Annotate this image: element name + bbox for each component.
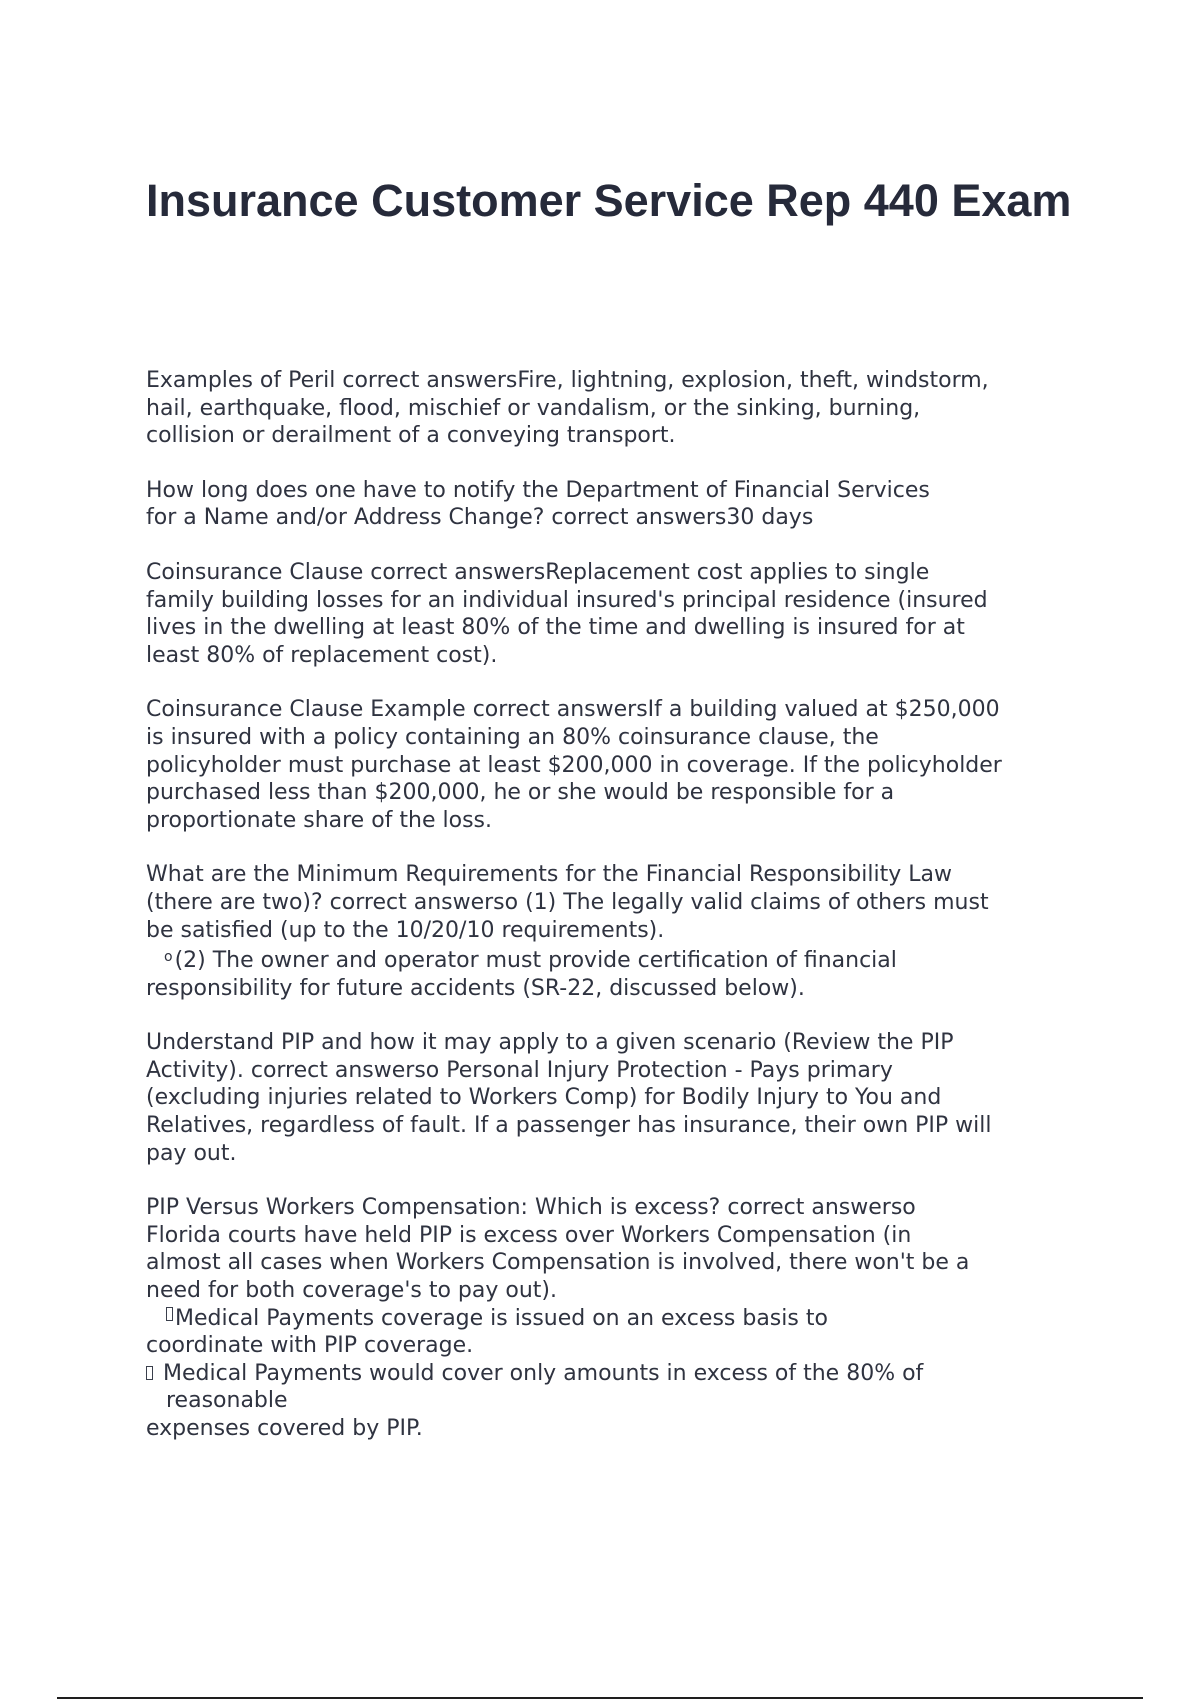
- text-line: family building losses for an individual insured's principal residence (insured: [146, 587, 988, 613]
- text-line: Coinsurance Clause correct answersReplacement cost applies to single: [146, 559, 930, 585]
- missing-glyph-icon: [166, 1307, 173, 1321]
- text-line: purchased less than $200,000, he or she would be responsible for a: [146, 780, 895, 806]
- text-line: Examples of Peril correct answersFire, lightning, explosion, theft, windstorm,: [146, 368, 989, 393]
- text-line: need for both coverage's to pay out).: [146, 1278, 557, 1304]
- text-line: (there are two)? correct answerso (1) The legally valid claims of others must: [146, 889, 989, 915]
- text-line: for a Name and/or Address Change? correct answers30 days: [146, 505, 814, 531]
- qa-list: [146, 367, 1096, 1470]
- missing-glyph-icon: [146, 1366, 153, 1380]
- text-line: collision or derailment of a conveying transport.: [146, 423, 676, 449]
- text-line: [146, 1360, 1096, 1388]
- qa-entry-pip-scenario: [146, 1029, 1096, 1167]
- text-line: Coinsurance Clause Example correct answersIf a building valued at $250,000: [146, 697, 1000, 723]
- qa-entry-coinsurance-example: [146, 696, 1096, 834]
- text-line: least 80% of replacement cost).: [146, 642, 498, 668]
- text-line: be satisfied (up to the 10/20/10 requirements).: [146, 917, 665, 943]
- footer-divider: [57, 1697, 1143, 1699]
- text-line: What are the Minimum Requirements for the Financial Responsibility Law: [146, 862, 952, 888]
- text-line: PIP Versus Workers Compensation: Which is excess? correct answerso: [146, 1195, 916, 1221]
- text-line: responsibility for future accidents (SR-22, discussed below).: [146, 975, 805, 1001]
- bullet-glyph: o: [164, 949, 173, 966]
- text-line-content: Medical Payments would cover only amounts in excess of the 80% of: [163, 1360, 924, 1386]
- text-line: hail, earthquake, flood, mischief or vandalism, or the sinking, burning,: [146, 395, 921, 421]
- text-line: almost all cases when Workers Compensation is involved, there won't be a: [146, 1250, 970, 1276]
- text-line: expenses covered by PIP.: [146, 1416, 423, 1441]
- qa-entry-pip-vs-workers-comp: [146, 1194, 1096, 1442]
- qa-entry-address-change: [146, 477, 1096, 532]
- text-line: proportionate share of the loss.: [146, 807, 492, 833]
- text-line: Relatives, regardless of fault. If a passenger has insurance, their own PIP will: [146, 1113, 992, 1139]
- text-line: Florida courts have held PIP is excess over Workers Compensation (in: [146, 1222, 912, 1248]
- text-line: (excluding injuries related to Workers Comp) for Bodily Injury to You and: [146, 1085, 942, 1111]
- text-line: reasonable: [166, 1388, 288, 1414]
- text-line: pay out.: [146, 1140, 237, 1166]
- text-line: policyholder must purchase at least $200,000 in coverage. If the policyholder: [146, 752, 1002, 778]
- text-line: [146, 944, 1096, 975]
- text-line: [146, 1305, 1096, 1333]
- text-line-content: (2) The owner and operator must provide certification of financial: [174, 948, 897, 974]
- text-line: lives in the dwelling at least 80% of the time and dwelling is insured for at: [146, 615, 965, 641]
- qa-entry-coinsurance-clause: [146, 559, 1096, 669]
- text-line: is insured with a policy containing an 80% coinsurance clause, the: [146, 724, 879, 750]
- text-line: How long does one have to notify the Department of Financial Services: [146, 477, 930, 503]
- text-line-content: Medical Payments coverage is issued on an excess basis to: [175, 1305, 828, 1331]
- text-line: Activity). correct answerso Personal Injury Protection - Pays primary: [146, 1057, 893, 1083]
- text-line: Understand PIP and how it may apply to a given scenario (Review the PIP: [146, 1030, 954, 1056]
- document-title: Insurance Customer Service Rep 440 Exam: [146, 175, 1072, 226]
- qa-entry-financial-responsibility: [146, 861, 1096, 1002]
- qa-entry-peril: [146, 367, 1096, 450]
- text-line: coordinate with PIP coverage.: [146, 1333, 474, 1359]
